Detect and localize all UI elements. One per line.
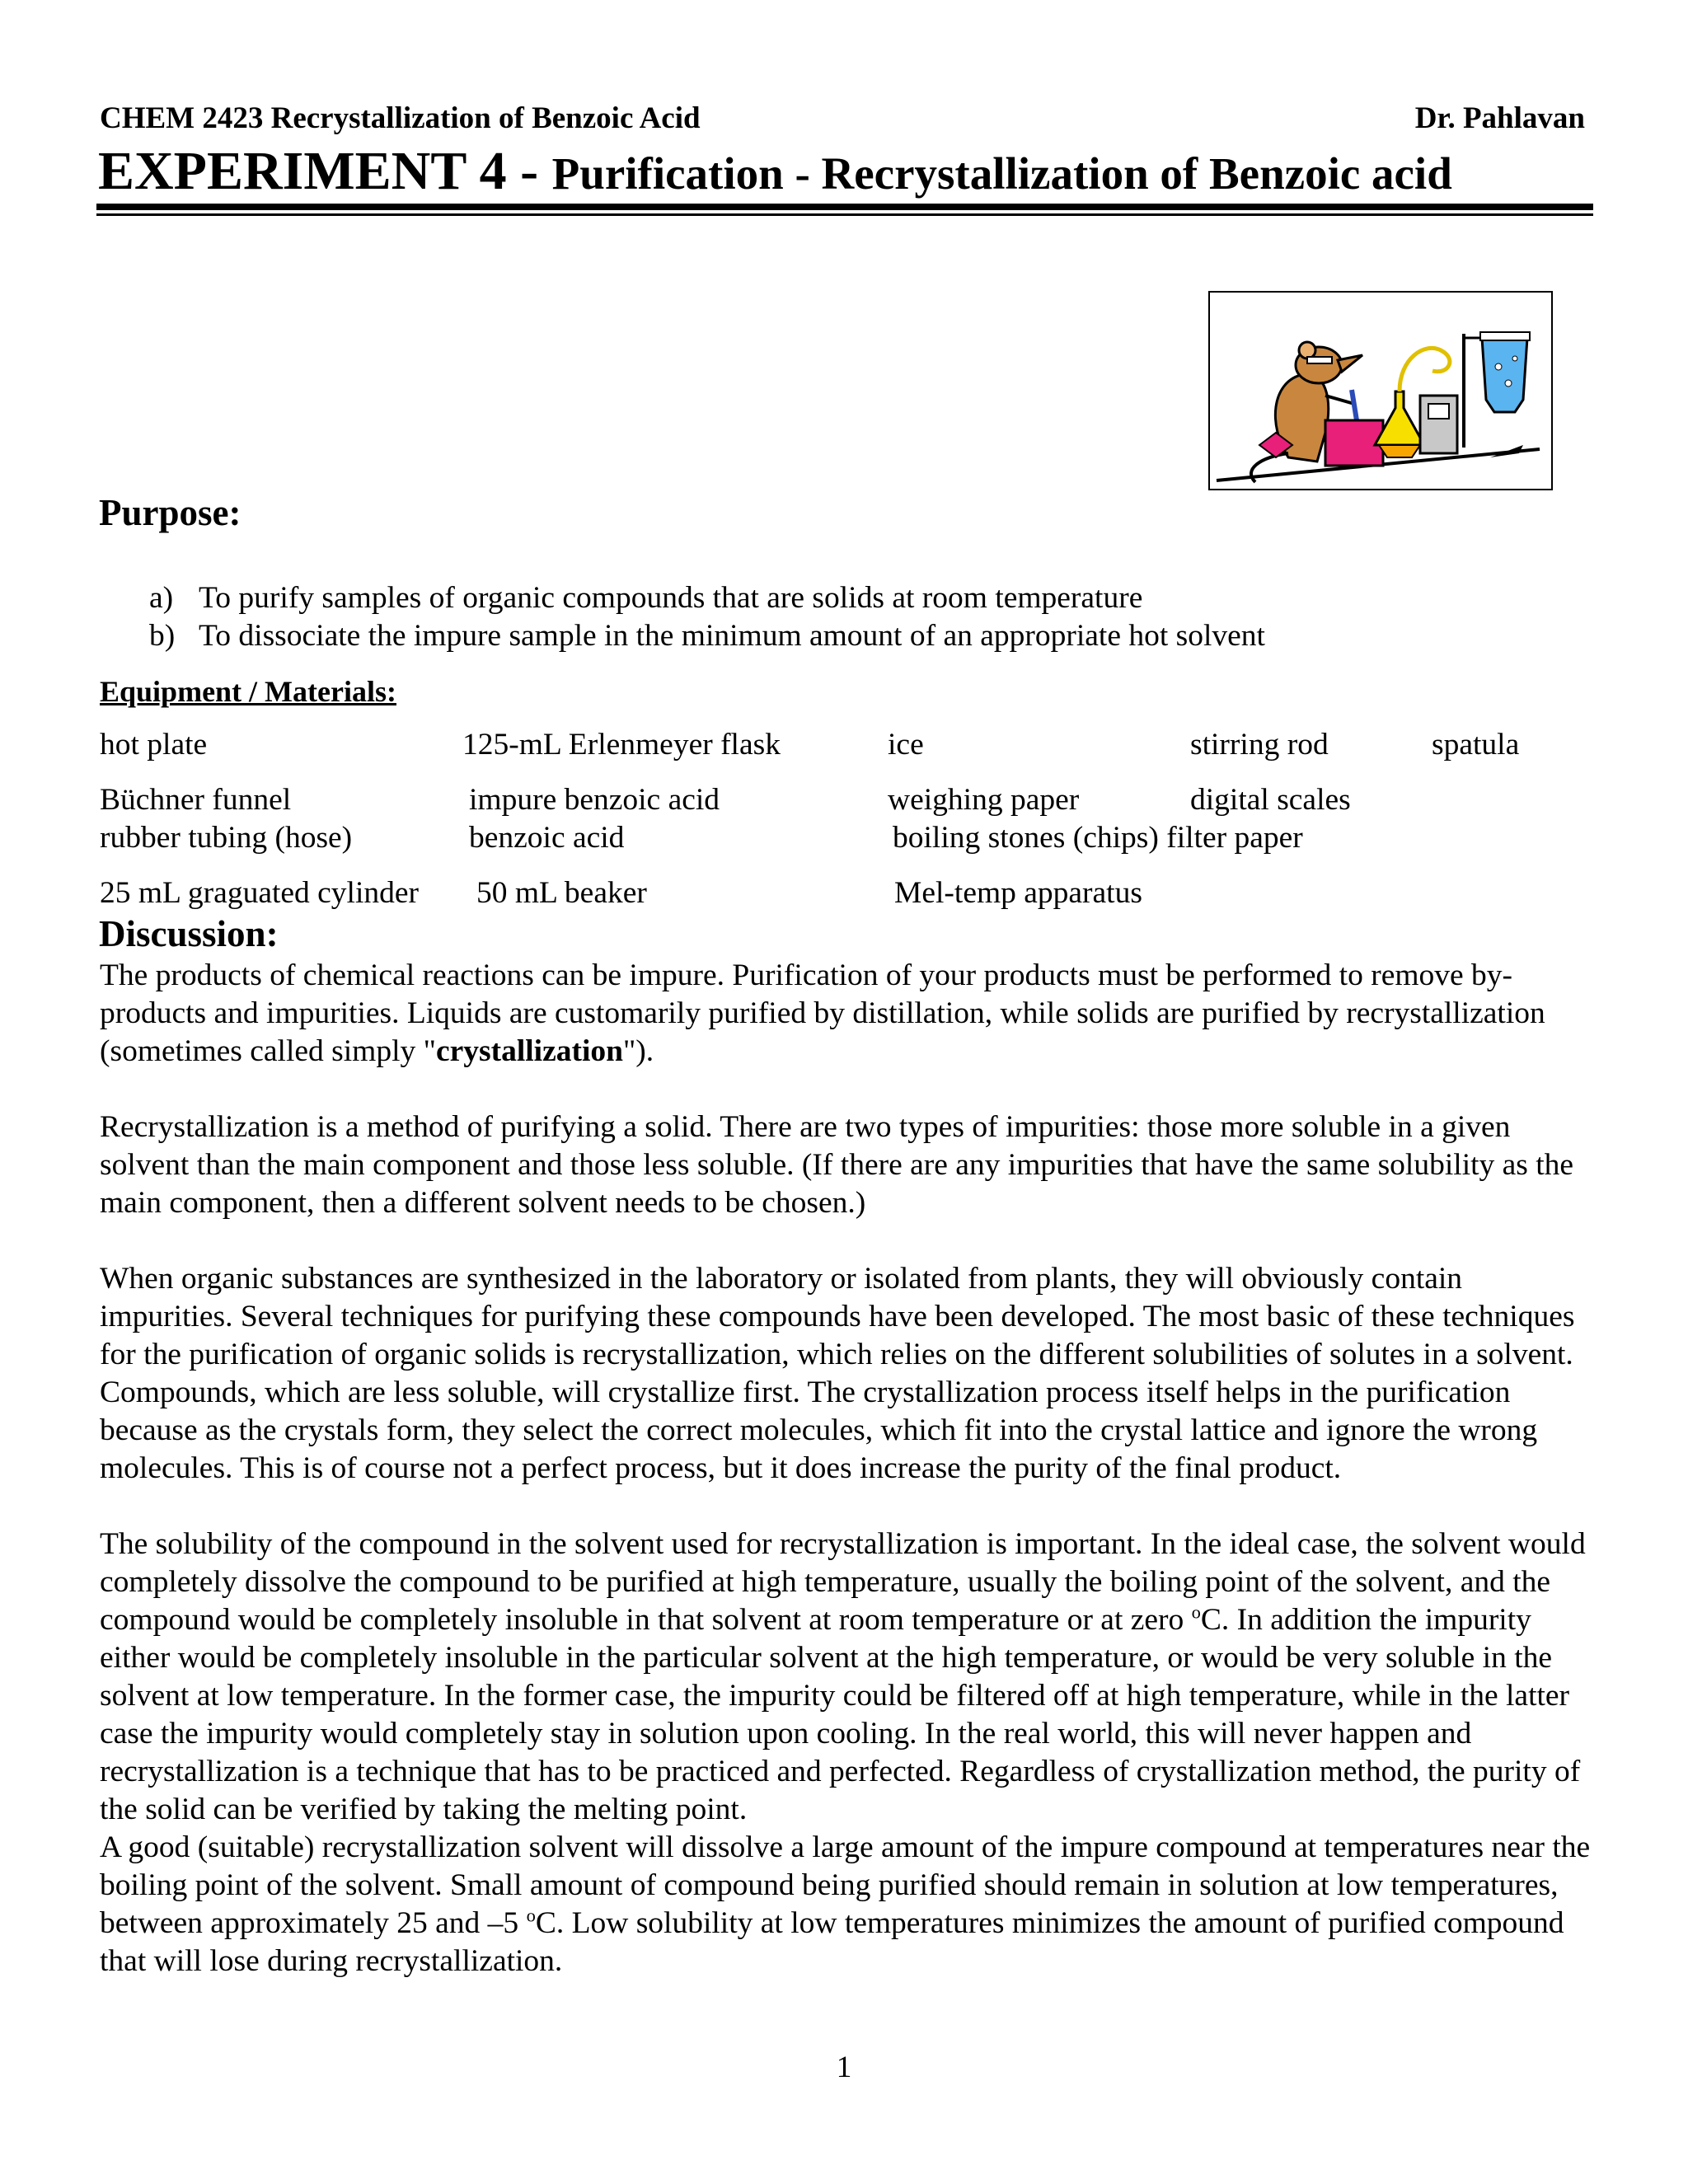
title-rule-thick — [96, 204, 1593, 210]
discussion-body — [100, 957, 1592, 1980]
paragraph-text: C. In addition the impurity either would be completely insoluble in the particular solvent at the high temperature, or would be very soluble in the solvent at low temperature. In the former case, the impurity could be filtered off at high temperature, while in the latter case the impurity would completely stay in solution upon cooling. In the real world, this will never happen and recrystallization is a technique that has to be practiced and perfected. Regardless of crystallization method, the purity of the solid can be verified by taking the melting point. — [100, 1603, 1581, 1826]
equipment-item: spatula — [1432, 728, 1520, 762]
paragraph-text: A good (suitable) recrystallization solvent will dissolve a large amount of the impure compound at temperatures near the boiling point of the solvent. Small amount of compound being purified should remain in solution at low temperatures, between approximately 25 and –5 — [100, 1830, 1591, 1940]
list-marker: b) — [149, 619, 176, 653]
equipment-item: weighing paper — [888, 783, 1080, 817]
page-number: 1 — [836, 2050, 852, 2084]
paragraph — [100, 1526, 1592, 1829]
equipment-item: boiling stones (chips) filter paper — [893, 821, 1303, 855]
equipment-item: impure benzoic acid — [469, 783, 720, 817]
equipment-item: rubber tubing (hose) — [100, 821, 353, 855]
equipment-item: 25 mL graguated cylinder — [100, 876, 420, 910]
course-header: CHEM 2423 Recrystallization of Benzoic Acid — [100, 101, 701, 135]
equipment-item: Büchner funnel — [100, 783, 292, 817]
lab-illustration — [1208, 291, 1553, 490]
discussion-heading: Discussion: — [99, 913, 279, 954]
purpose-heading: Purpose: — [99, 492, 241, 533]
degree-superscript: o — [1191, 1601, 1201, 1623]
equipment-heading: Equipment / Materials: — [100, 675, 396, 708]
degree-superscript: o — [526, 1905, 536, 1926]
paragraph: When organic substances are synthesized in the laboratory or isolated from plants, they will obviously contain impurities. Several techniques for purifying these compounds have been developed. The most basic of these techniques for the purification of organic solids is recrystallization, which relies on the different solubilities of solutes in a solvent. Compounds, which are less soluble, will crystallize first. The crystallization process itself helps in the purification because as the crystals form, they select the correct molecules, which fit into the crystal lattice and ignore the wrong molecules. This is of course not a perfect process, but it does increase the purity of the final product. — [100, 1262, 1575, 1485]
list-item — [149, 579, 1600, 617]
title-subject: Purification - Recrystallization of Benzoic acid — [551, 148, 1452, 199]
equipment-item: Mel-temp apparatus — [894, 876, 1142, 910]
list-text: To dissociate the impure sample in the minimum amount of an appropriate hot solvent — [199, 619, 1265, 653]
equipment-item: 50 mL beaker — [476, 876, 647, 910]
equipment-item: digital scales — [1190, 783, 1351, 817]
equipment-item: stirring rod — [1190, 728, 1329, 762]
paragraph: Recrystallization is a method of purifying a solid. There are two types of impurities: those more soluble in a given solvent than the main component and those less soluble. (If there are any impurities that have the same solubility as the main component, then a different solvent needs to be chosen.) — [100, 1110, 1574, 1220]
paragraph-text: The products of chemical reactions can be impure. Purification of your products must be performed to remove by-products and impurities. Liquids are customarily purified by distillation, while solids are purified by recrystallization (sometimes called simply " — [100, 958, 1545, 1068]
paragraph — [100, 957, 1592, 1071]
equipment-item: 125-mL Erlenmeyer flask — [462, 728, 781, 762]
paragraph-text: C. Low solubility at low temperatures minimizes the amount of purified compound that will lose during recrystallization. — [100, 1906, 1564, 1978]
bold-term: crystallization — [435, 1034, 623, 1068]
paragraph-text: The solubility of the compound in the solvent used for recrystallization is important. In the ideal case, the solvent would completely dissolve the compound to be purified at high temperature, usually the boiling point of the solvent, and the compound would be completely insoluble in that solvent at room temperature or at zero — [100, 1527, 1586, 1637]
purpose-list — [149, 579, 1600, 655]
title-experiment: EXPERIMENT 4 - — [98, 141, 552, 201]
equipment-item: benzoic acid — [469, 821, 625, 855]
title-rule-thin — [96, 213, 1593, 216]
list-item — [149, 617, 1600, 655]
list-marker: a) — [149, 581, 174, 615]
lab-mouse-chemist-icon — [1210, 293, 1551, 489]
paragraph-text: "). — [623, 1034, 654, 1068]
equipment-item: ice — [888, 728, 924, 762]
paragraph — [100, 1829, 1592, 1980]
equipment-item: hot plate — [100, 728, 208, 762]
list-text: To purify samples of organic compounds that are solids at room temperature — [199, 581, 1143, 615]
instructor-name: Dr. Pahlavan — [1414, 101, 1585, 135]
